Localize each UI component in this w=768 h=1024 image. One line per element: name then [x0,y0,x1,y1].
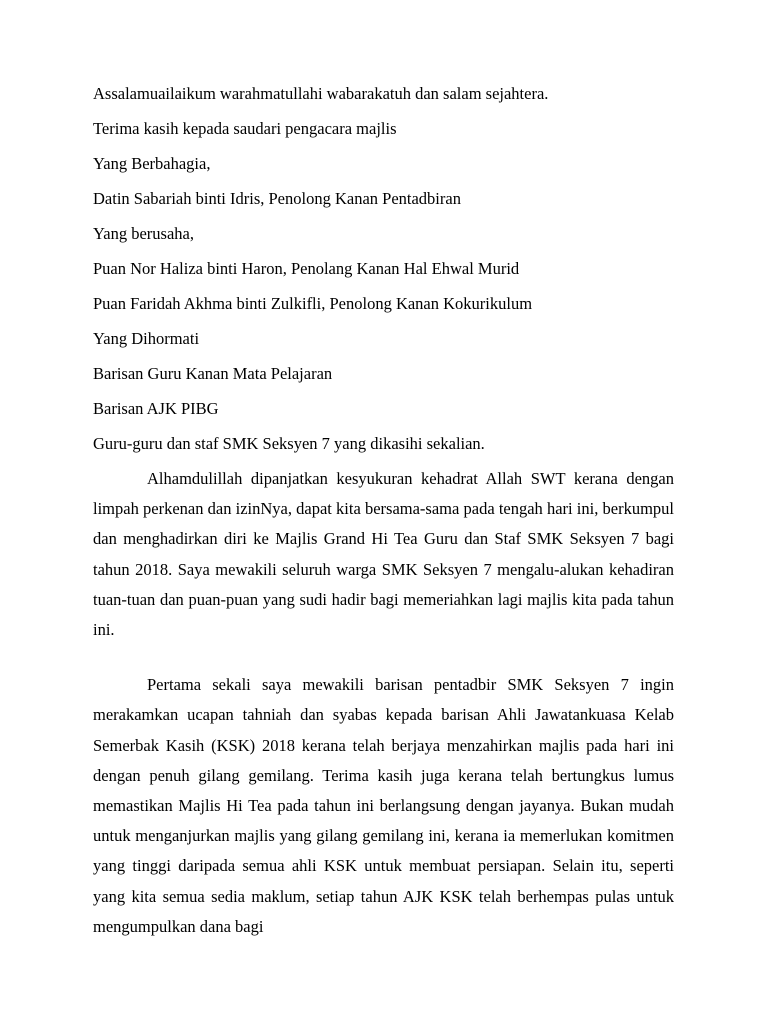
dignitary-line: Puan Faridah Akhma binti Zulkifli, Penolong Kanan Kokurikulum [93,294,533,313]
dignitary-line: Barisan Guru Kanan Mata Pelajaran [93,364,333,383]
salutation-block [93,84,683,469]
body-paragraph: Pertama sekali saya mewakili barisan pentadbir SMK Seksyen 7 ingin merakamkan ucapan tahniah dan syabas kepada barisan Ahli Jawatankuasa Kelab Semerbak Kasih (KSK) 2018 kerana telah berjaya menzahirkan majlis pada hari ini dengan penuh gilang gemilang. Terima kasih juga kerana telah bertungkus lumus memastikan Majlis Hi Tea pada tahun ini berlangsung dengan jayanya. Bukan mudah untuk menganjurkan majlis yang gilang gemilang ini, kerana ia memerlukan komitmen yang tinggi daripada semua ahli KSK untuk membuat persiapan. Selain itu, seperti yang kita semua sedia maklum, setiap tahun AJK KSK telah berhempas pulas untuk mengumpulkan dana bagi [93,675,674,936]
honorific-line: Yang berusaha, [93,224,194,243]
honorific-line: Yang Dihormati [93,329,200,348]
body-paragraph: Alhamdulillah dipanjatkan kesyukuran kehadrat Allah SWT kerana dengan limpah perkenan dan izinNya, dapat kita bersama-sama pada tengah hari ini, berkumpul dan menghadirkan diri ke Majlis Grand Hi Tea Guru dan Staf SMK Seksyen 7 bagi tahun 2018. Saya mewakili seluruh warga SMK Seksyen 7 mengalu-alukan kehadiran tuan-tuan dan puan-puan yang sudi hadir bagi memeriahkan lagi majlis kita pada tahun ini. [93,469,674,640]
speech-body [93,464,674,967]
dignitary-line: Datin Sabariah binti Idris, Penolong Kanan Pentadbiran [93,189,461,208]
honorific-line: Yang Berbahagia, [93,154,211,173]
dignitary-line: Puan Nor Haliza binti Haron, Penolang Kanan Hal Ehwal Murid [93,259,520,278]
greeting-line: Assalamuailaikum warahmatullahi wabarakatuh dan salam sejahtera. [93,84,549,103]
thanks-emcee-line: Terima kasih kepada saudari pengacara majlis [93,119,397,138]
audience-line: Guru-guru dan staf SMK Seksyen 7 yang dikasihi sekalian. [93,434,485,453]
dignitary-line: Barisan AJK PIBG [93,399,219,418]
